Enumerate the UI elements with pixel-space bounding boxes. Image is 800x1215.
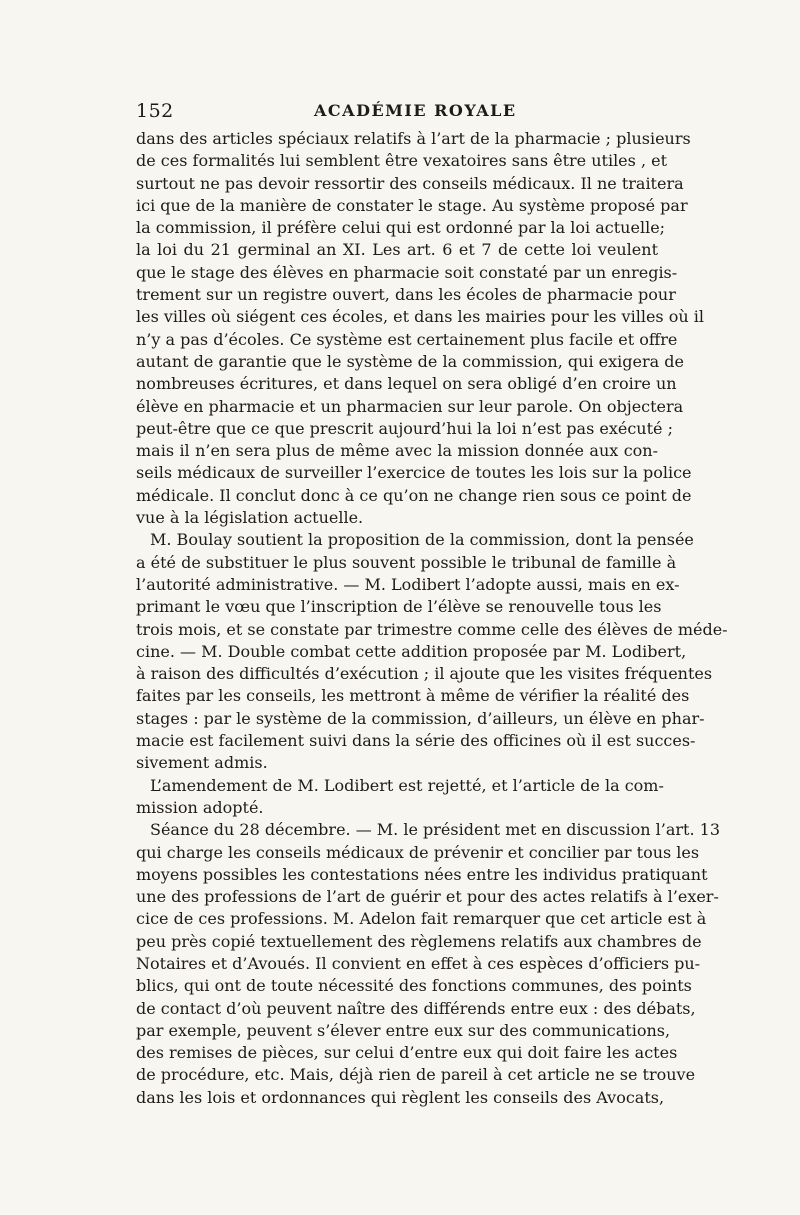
text-line: trement sur un registre ouvert, dans les écoles de pharmacie pour [136, 285, 676, 305]
text-line: autant de garantie que le système de la commission, qui exigera de [136, 351, 684, 371]
text-line: seils médicaux de surveiller l’exercice de toutes les lois sur la police [136, 463, 692, 483]
text-line: élève en pharmacie et un pharmacien sur leur parole. On objectera [136, 396, 684, 416]
text-line: dans des articles spéciaux relatifs à l’art de la pharmacie ; plusieurs [136, 129, 691, 148]
text-line: peu près copié textuellement des règlemens relatifs aux chambres de [136, 931, 702, 951]
text-line: mais il n’en sera plus de même avec la mission donnée aux con- [136, 441, 658, 461]
text-line: moyens possibles les contestations nées entre les individus pratiquant [136, 864, 708, 884]
text-line: une des professions de l’art de guérir et pour des actes relatifs à l’exer- [136, 887, 719, 907]
text-line: par exemple, peuvent s’élever entre eux sur des communications, [136, 1020, 671, 1040]
text-line: surtout ne pas devoir ressortir des conseils médicaux. Il ne traitera [136, 173, 684, 193]
text-line: la loi du 21 germinal an XI. Les art. 6 et 7 de cette loi veulent [136, 240, 658, 260]
text-line: Notaires et d’Avoués. Il convient en effet à ces espèces d’officiers pu- [136, 953, 701, 973]
text-line: de procédure, etc. Mais, déjà rien de pareil à cet article ne se trouve [136, 1065, 696, 1085]
text-line: trois mois, et se constate par trimestre comme celle des élèves de méde- [136, 619, 728, 639]
text-line: des remises de pièces, sur celui d’entre eux qui doit faire les actes [136, 1043, 678, 1063]
page-header [136, 100, 664, 124]
text-line: dans les lois et ordonnances qui règlent les conseils des Avocats, [136, 1087, 665, 1107]
text-line: macie est facilement suivi dans la série des officines où il est succes- [136, 731, 696, 751]
text-line: sivement admis. [136, 753, 268, 773]
text-line: de ces formalités lui semblent être vexatoires sans être utiles , et [136, 151, 668, 171]
text-line: que le stage des élèves en pharmacie soit constaté par un enregis- [136, 262, 678, 282]
text-line: médicale. Il conclut donc à ce qu’on ne change rien sous ce point de [136, 485, 692, 505]
text-line: cice de ces professions. M. Adelon fait remarquer que cet article est à [136, 909, 707, 929]
text-line: blics, qui ont de toute nécessité des fonctions communes, des points [136, 976, 692, 996]
text-line: les villes où siégent ces écoles, et dans les mairies pour les villes où il [136, 307, 704, 327]
text-line: n’y a pas d’écoles. Ce système est certainement plus facile et offre [136, 329, 678, 349]
running-title: ACADÉMIE ROYALE [314, 101, 517, 120]
text-line: peut-être que ce que prescrit aujourd’hui la loi n’est pas exécuté ; [136, 418, 673, 438]
text-line: qui charge les conseils médicaux de prévenir et concilier par tous les [136, 842, 700, 862]
text-line: à raison des difficultés d’exécution ; il ajoute que les visites fréquentes [136, 664, 713, 684]
text-line: cine. — M. Double combat cette addition proposée par M. Lodibert, [136, 641, 687, 661]
text-line: vue à la législation actuelle. [136, 508, 364, 528]
text-line: stages : par le système de la commission, d’ailleurs, un élève en phar- [136, 708, 705, 728]
page-number: 152 [136, 100, 174, 122]
body-text [136, 128, 728, 1109]
text-line: a été de substituer le plus souvent possible le tribunal de famille à [136, 552, 677, 572]
text-line: ici que de la manière de constater le stage. Au système proposé par [136, 195, 688, 215]
paragraph-start-line: Séance du 28 décembre. — M. le président met en discussion l’art. 13 [150, 820, 721, 840]
paragraph-start-line: L’amendement de M. Lodibert est rejetté, et l’article de la com- [150, 775, 664, 795]
text-line: la commission, il préfère celui qui est ordonné par la loi actuelle; [136, 218, 666, 238]
text-line: l’autorité administrative. — M. Lodibert l’adopte aussi, mais en ex- [136, 574, 680, 594]
text-line: faites par les conseils, les mettront à même de vérifier la réalité des [136, 686, 690, 706]
text-line: primant le vœu que l’inscription de l’élève se renouvelle tous les [136, 597, 662, 617]
text-line: de contact d’où peuvent naître des différends entre eux : des débats, [136, 998, 696, 1018]
text-line: mission adopté. [136, 797, 264, 817]
paragraph-start-line: M. Boulay soutient la proposition de la commission, dont la pensée [150, 530, 694, 550]
text-line: nombreuses écritures, et dans lequel on sera obligé d’en croire un [136, 374, 677, 394]
